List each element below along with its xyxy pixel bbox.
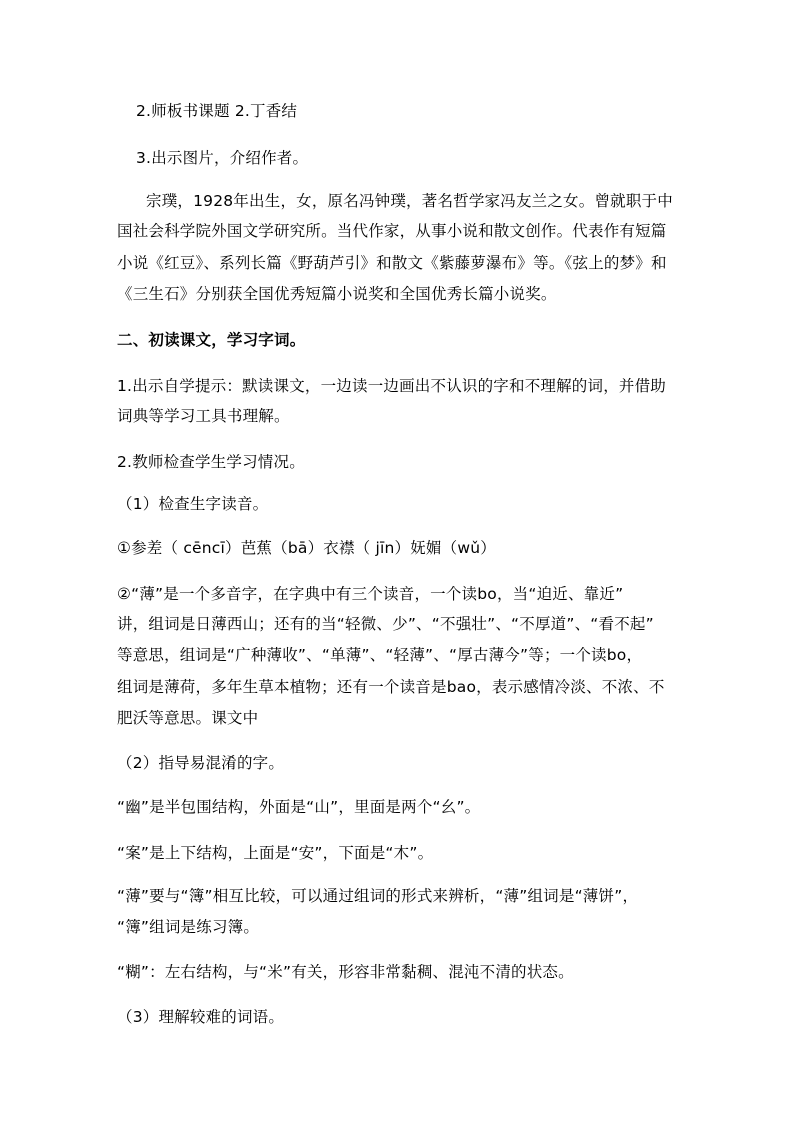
char-note-you: “幽”是半包围结构，外面是“山”，里面是两个“幺”。 bbox=[117, 798, 481, 816]
subheading-confusable-chars: （2）指导易混淆的字。 bbox=[117, 754, 285, 772]
step-2-board-title: 2.师板书课题 2.丁香结 bbox=[136, 102, 298, 120]
pronunciation-list: ①参差（ cēncī）芭蕉（bā）衣襟（ jīn）妩媚（wǔ） bbox=[117, 539, 496, 557]
polyphone-note-line-3: 等意思，组词是“广种薄收”、“单薄”、“轻薄”、“厚古薄今”等；一个读bo， bbox=[117, 646, 643, 664]
char-note-bo-line-1: “薄”要与“簿”相互比较，可以通过组词的形式来辨析，“薄”组词是“薄饼”， bbox=[117, 887, 639, 905]
author-bio-line-2: 国社会科学院外国文学研究所。当代作家，从事小说和散文创作。代表作有短篇 bbox=[117, 222, 667, 240]
char-note-hu: “糊”：左右结构，与“米”有关，形容非常黏稠、混沌不清的状态。 bbox=[117, 963, 574, 981]
char-note-an: “案”是上下结构，上面是“安”，下面是“木”。 bbox=[117, 844, 434, 862]
polyphone-note-line-1: ②“薄”是一个多音字，在字典中有三个读音，一个读bo，当“迫近、靠近” bbox=[117, 585, 624, 603]
self-study-prompt-line-1: 1.出示自学提示：默读课文，一边读一边画出不认识的字和不理解的词，并借助 bbox=[117, 377, 666, 395]
author-bio-line-3: 小说《红豆》、系列长篇《野葫芦引》和散文《紫藤萝瀑布》等。《弦上的梦》和 bbox=[117, 254, 667, 272]
section-heading-2: 二、初读课文，学习字词。 bbox=[117, 331, 306, 349]
char-note-bo-line-2: “簿”组词是练习簿。 bbox=[117, 918, 260, 936]
polyphone-note-line-5: 肥沃等意思。课文中 bbox=[117, 709, 259, 727]
subheading-check-pronunciation: （1）检查生字读音。 bbox=[117, 495, 269, 513]
step-3-show-pictures: 3.出示图片，介绍作者。 bbox=[136, 149, 309, 167]
author-bio-line-4: 《三生石》分别获全国优秀短篇小说奖和全国优秀长篇小说奖。 bbox=[117, 285, 557, 303]
self-study-prompt-line-2: 词典等学习工具书理解。 bbox=[117, 407, 290, 425]
teacher-check-heading: 2.教师检查学生学习情况。 bbox=[117, 453, 305, 471]
polyphone-note-line-4: 组词是薄荷，多年生草本植物；还有一个读音是bao，表示感情冷淡、不浓、不 bbox=[117, 678, 665, 696]
subheading-difficult-words: （3）理解较难的词语。 bbox=[117, 1008, 285, 1026]
polyphone-note-line-2: 讲，组词是日薄西山；还有的当“轻微、少”、“不强壮”、“不厚道”、“看不起” bbox=[117, 615, 654, 633]
author-bio-line-1: 宗璞，1928年出生，女，原名冯钟璞，著名哲学家冯友兰之女。曾就职于中 bbox=[146, 192, 673, 210]
